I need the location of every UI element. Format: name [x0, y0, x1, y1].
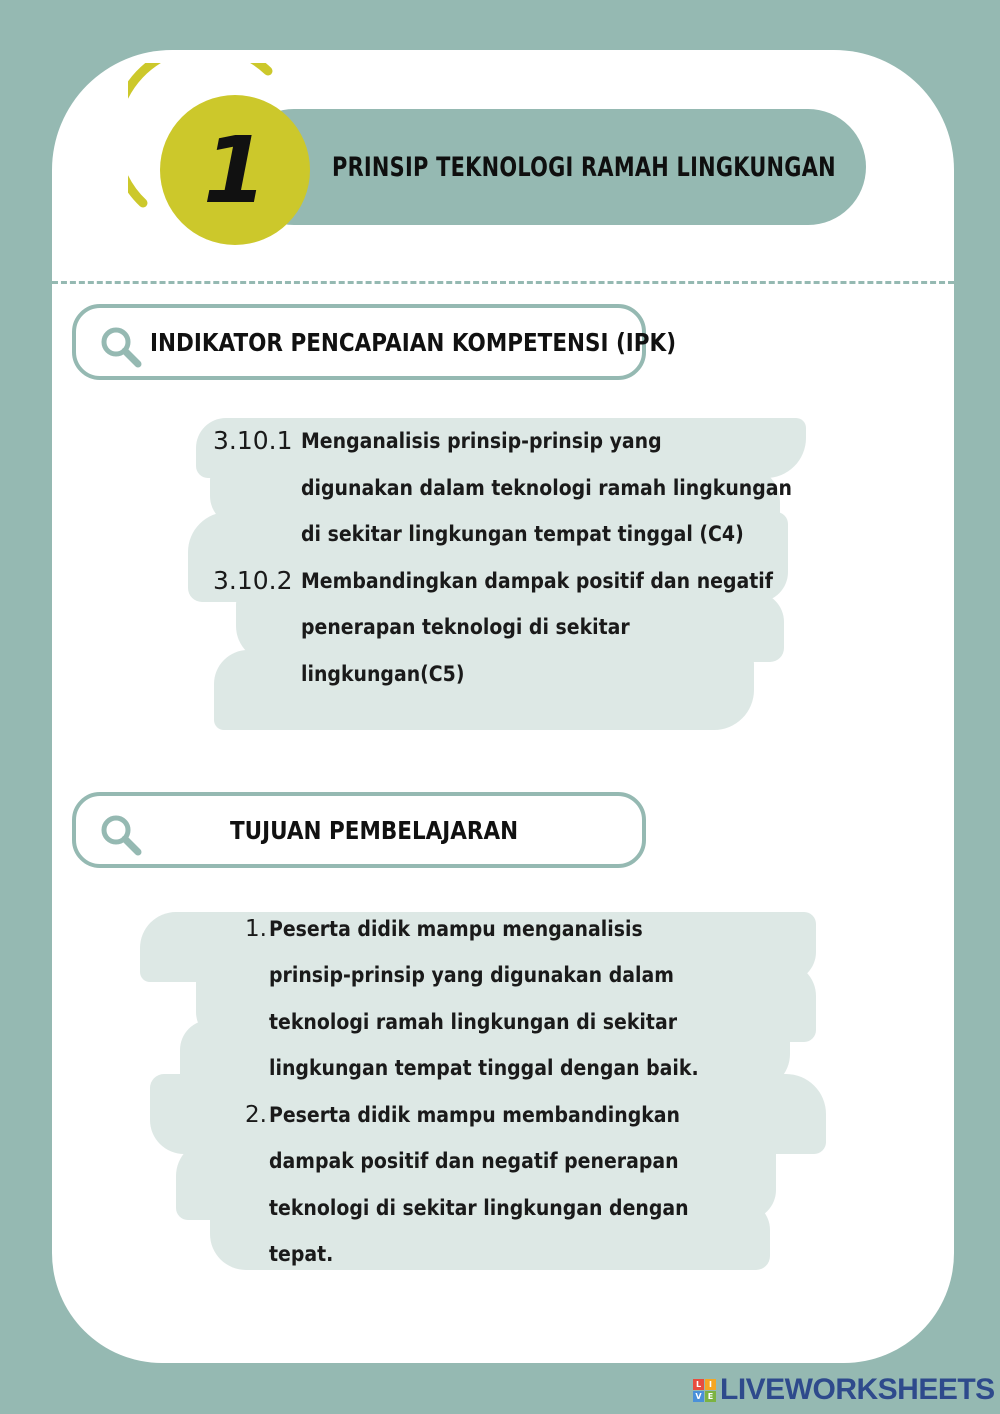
ipk-text-line: di sekitar lingkungan tempat tinggal (C4) [301, 522, 744, 546]
tujuan-text-line: dampak positif dan negatif penerapan [269, 1149, 679, 1173]
liveworksheets-logo-icon: L I V E [693, 1379, 716, 1402]
ipk-text-line: lingkungan(C5) [301, 662, 465, 686]
tujuan-heading: TUJUAN PEMBELAJARAN [230, 815, 519, 845]
search-icon [98, 324, 144, 370]
tujuan-number: 2. [245, 1102, 267, 1128]
tujuan-text-line: lingkungan tempat tinggal dengan baik. [269, 1056, 699, 1080]
tujuan-text-line: teknologi di sekitar lingkungan dengan [269, 1196, 689, 1220]
dashed-divider [52, 281, 954, 284]
brand-name: LIVEWORKSHEETS [720, 1373, 995, 1406]
ipk-text-line: Membandingkan dampak positif dan negatif [301, 569, 773, 593]
ipk-heading-box [72, 304, 677, 380]
tujuan-text-line: Peserta didik mampu menganalisis [269, 917, 643, 941]
title-banner [236, 109, 866, 225]
tujuan-text-line: tepat. [269, 1242, 334, 1266]
page-title: PRINSIP TEKNOLOGI RAMAH LINGKUNGAN [332, 151, 836, 183]
tujuan-number: 1. [245, 916, 267, 942]
ipk-heading: INDIKATOR PENCAPAIAN KOMPETENSI (IPK) [150, 327, 677, 357]
tujuan-text-line: prinsip-prinsip yang digunakan dalam [269, 963, 674, 987]
ipk-text-line: Menganalisis prinsip-prinsip yang [301, 429, 662, 453]
ipk-code: 3.10.2 [213, 566, 293, 595]
tujuan-text-line: Peserta didik mampu membandingkan [269, 1103, 681, 1127]
liveworksheets-brand[interactable] [693, 1372, 995, 1408]
ipk-code: 3.10.1 [213, 426, 293, 455]
tujuan-text-line: teknologi ramah lingkungan di sekitar [269, 1010, 678, 1034]
ipk-text-line: penerapan teknologi di sekitar [301, 615, 630, 639]
brush-stroke [214, 650, 754, 730]
ipk-text-line: digunakan dalam teknologi ramah lingkungan [301, 476, 792, 500]
tujuan-heading-box [72, 792, 646, 868]
search-icon [98, 812, 144, 858]
section-number-badge: 1 [160, 95, 310, 245]
